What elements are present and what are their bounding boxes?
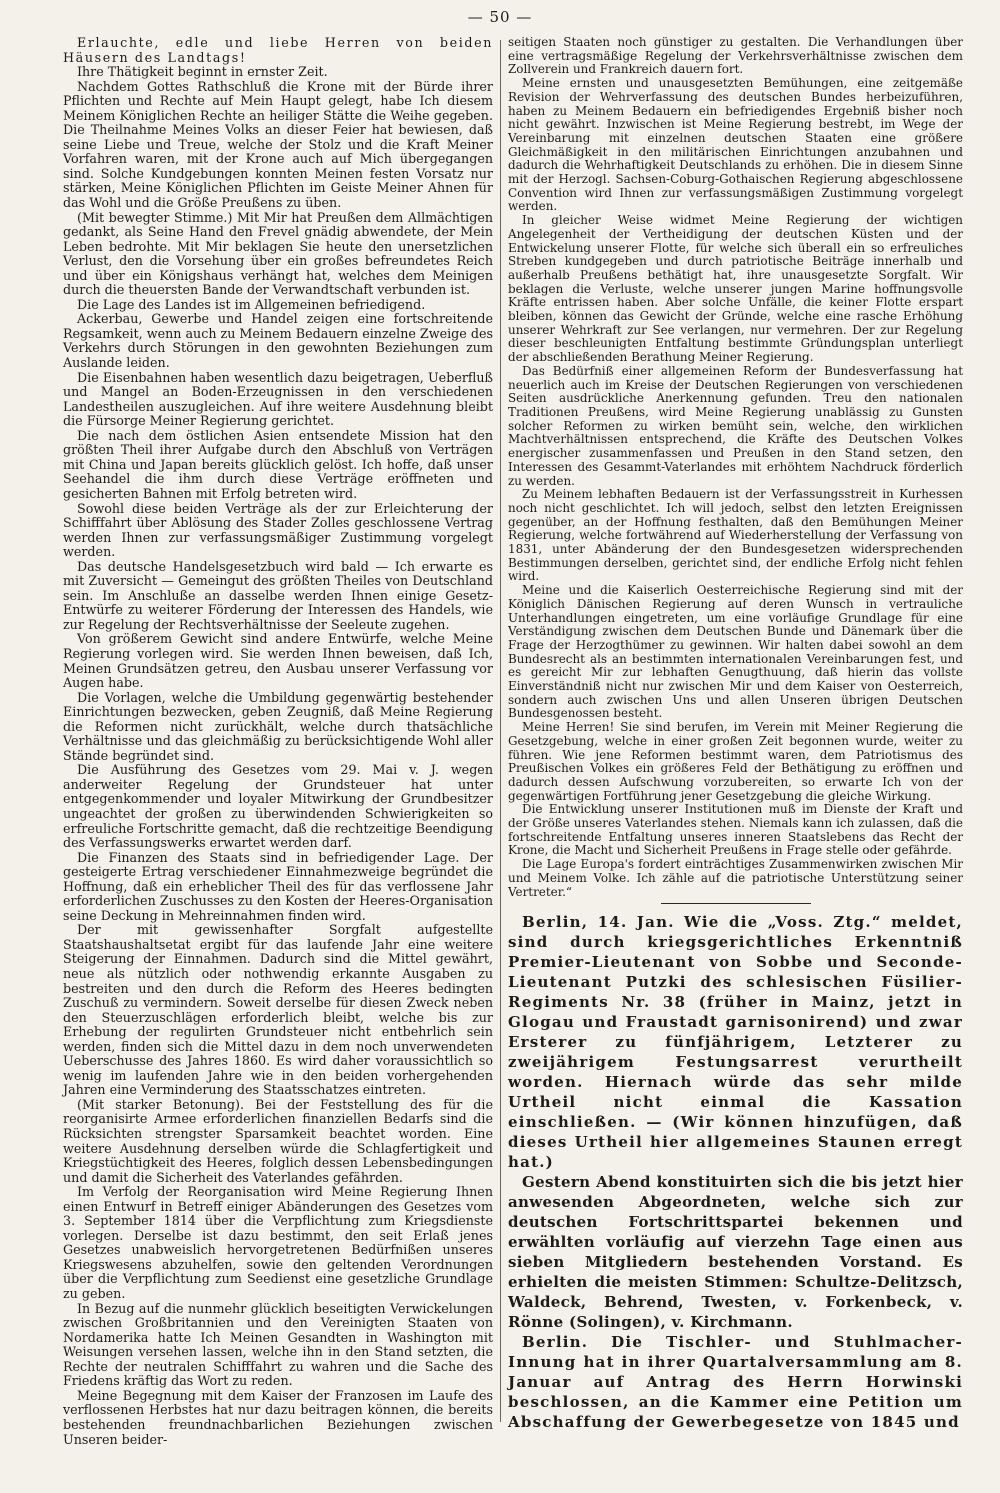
paragraph: Die Eisenbahnen haben wesentlich dazu beigetragen, Ueberfluß und Mangel an Boden-Erzeugnissen in den verschiedenen Landestheilen auszugleichen. Auf ihre weitere Ausdehnung bleibt die Fürsorge Meiner Regierung gerichtet. (63, 369, 493, 429)
paragraph: Von größerem Gewicht sind andere Entwürfe, welche Meine Regierung vorlegen wird. Sie werden Ihnen beweisen, daß Ich, Meinen Grundsätzen getreu, den Ausbau unserer Verfassung vor Augen habe. (63, 631, 493, 691)
paragraph: Die Finanzen des Staats sind in befriedigender Lage. Der gesteigerte Ertrag verschiedener Einnahmezweige begründet die Hoffnung, daß ein erheblicher Theil des für das verflossene Jahr erforderlichen Zuschusses zu den Kosten der Heeres-Organisation seine Deckung in Mehreinnahmen finden wird. (63, 849, 493, 923)
paragraph: Die Lage des Landes ist im Allgemeinen befriedigend. (77, 296, 426, 312)
page-number: — 50 — (467, 8, 533, 26)
paragraph: (Mit starker Betonung). Bei der Feststellung des für die reorganisirte Armee erforderlichen finanziellen Bedarfs sind die Rücksichten strengster Sparsamkeit beachtet worden. Eine weitere Ausdehnung derselben würde die Schlagfertigkeit und Kriegstüchtigkeit des Heeres, folglich dessen Lebensbedingungen und damit die Sicherheit des Vaterlandes gefährden. (63, 1096, 493, 1185)
paragraph: Zu Meinem lebhaften Bedauern ist der Verfassungsstreit in Kurhessen noch nicht geschlichtet. Ich will jedoch, selbst den letzten Ereignissen gegenüber, an der Hoffnung festhalten, daß den Bemühungen Meiner Regierung, welche fortwährend auf Wiederherstellung der Verfassung von 1831, unter Abänderung der den Bundesgesetzen widersprechenden Bestimmungen derselben, gerichtet sind, der endliche Erfolg nicht fehlen wird. (508, 487, 963, 584)
news-item: Gestern Abend konstituirten sich die bis jetzt hier anwesenden Abgeordneten, welche sich zur deutschen Fortschrittspartei bekennen und erwählten vorläufig auf vierzehn Tage einen aus sieben Mitgliedern bestehenden Vorstand. Es erhielten die meisten Stimmen: Schultze-Delitzsch, Waldeck, Behrend, Twesten, v. Forkenbeck, v. Rönne (Solingen), v. Kirchmann. (508, 1173, 963, 1332)
paragraph: Ihre Thätigkeit beginnt in ernster Zeit. (77, 64, 328, 80)
news-item: Berlin, 14. Jan. Wie die „Voss. Ztg.“ meldet, sind durch kriegsgerichtliches Erkenntniß Premier-Lieutenant von Sobbe und Seconde-Lieutenant Putzki des schlesischen Füsilier-Regiments Nr. 38 (früher in Mainz, jetzt in Glogau und Fraustadt garnisonirend) und zwar Ersterer zu fünfjährigem, Letzterer zu zweijährigem Festungsarrest verurtheilt worden. Hiernach würde das sehr milde Urtheil nicht einmal die Kassation einschließen. — (Wir können hinzufügen, daß dieses Urtheil hier allgemeines Staunen erregt hat.) (508, 913, 963, 1172)
paragraph: In gleicher Weise widmet Meine Regierung der wichtigen Angelegenheit der Vertheidigung der deutschen Küsten und der Entwickelung unserer Flotte, für welche sich überall ein so erfreuliches Streben kundgegeben und durch patriotische Beiträge innerhalb und außerhalb Preußens bethätigt hat, ihre unausgesetzte Sorgfalt. Wir beklagen die Verluste, welche unserer jungen Marine hoffnungsvolle Kräfte entrissen haben. Aber solche Unfälle, die keiner Flotte erspart bleiben, können das Gewicht der Gründe, welche eine rasche Erhöhung unserer Wehrkraft zur See verlangen, nur vermehren. Der zur Regelung dieser beschleunigten Entfaltung bestimmte Gründungsplan unterliegt der abschließenden Berathung Meiner Regierung. (508, 213, 963, 365)
paragraph: seitigen Staaten noch günstiger zu gestalten. Die Verhandlungen über eine vertragsmäßige Regelung der Verkehrsverhältnisse zwischen dem Zollverein und Frankreich dauern fort. (508, 35, 963, 77)
paragraph: Die Lage Europa's fordert einträchtiges Zusammenwirken zwischen Mir und Meinem Volke. Ich zähle auf die patriotische Unterstützung seiner Vertreter.“ (508, 857, 963, 899)
paragraph: Ackerbau, Gewerbe und Handel zeigen eine fortschreitende Regsamkeit, wenn auch zu Meinem Bedauern einzelne Zweige des Verkehrs durch Störungen in den gewohnten Beziehungen zum Auslande leiden. (63, 311, 493, 371)
paragraph: Nachdem Gottes Rathschluß die Krone mit der Bürde ihrer Pflichten und Rechte auf Mein Haupt gelegt, habe Ich diesem Meinem Königlichen Rechte an heiliger Stätte die Weihe gegeben. Die Theilnahme Meines Volks an dieser Feier hat bewiesen, daß seine Liebe und Treue, welche der Stolz und die Kraft Meiner Vorfahren waren, mit der Krone auch auf Mich übergegangen sind. Solche Kundgebungen konnten Meinen festen Vorsatz nur stärken, Meine Königlichen Pflichten im Geiste Meiner Ahnen für das Wohl und die Größe Preußens zu üben. (63, 78, 493, 211)
paragraph: Die Ausführung des Gesetzes vom 29. Mai v. J. wegen anderweiter Regelung der Grundsteuer hat unter entgegenkommender und loyaler Mitwirkung der Grundbesitzer ungeachtet der großen zu überwindenden Schwierigkeiten so erfreuliche Fortschritte gemacht, daß die rechtzeitige Beendigung des Verfassungswerks erwartet werden darf. (63, 762, 493, 851)
paragraph: Meine ernsten und unausgesetzten Bemühungen, eine zeitgemäße Revision der Wehrverfassung des deutschen Bundes herbeizuführen, haben zu Meinem Bedauern ein befriedigendes Ergebniß bisher noch nicht gewährt. Inzwischen ist Meine Regierung bestrebt, im Wege der Vereinbarung mit einzelnen deutschen Staaten eine größere Gleichmäßigkeit in den militärischen Einrichtungen anzubahnen und dadurch die Wehrhaftigkeit Deutschlands zu erhöhen. Die in diesem Sinne mit der Herzogl. Sachsen-Coburg-Gothaischen Regierung abgeschlossene Convention wird Ihnen zur verfassungsmäßigen Zustimmung vorgelegt werden. (508, 76, 963, 214)
news-item: Berlin. Die Tischler- und Stuhlmacher-Innung hat in ihrer Quartalversammlung am 8. Januar auf Antrag des Herrn Horwinski beschlossen, an die Kammer eine Petition um Abschaffung der Gewerbegesetze von 1845 und (508, 1333, 963, 1432)
paragraph: Meine Herren! Sie sind berufen, im Verein mit Meiner Regierung die Gesetzgebung, welche in einer großen Zeit begonnen wurde, weiter zu führen. Wie jene Reformen bestimmt waren, dem Patriotismus des Preußischen Volkes ein größeres Feld der Bethätigung zu eröffnen und dadurch dessen Aufschwung vorzubereiten, so erwarte Ich von der gegenwärtigen Fortführung jener Gesetzgebung die gleiche Wirkung. (508, 720, 963, 803)
paragraph: Das Bedürfniß einer allgemeinen Reform der Bundesverfassung hat neuerlich auch im Kreise der Deutschen Regierungen von verschiedenen Seiten ausdrückliche Anerkennung gefunden. Treu den nationalen Traditionen Preußens, wird Meine Regierung unablässig zu Gunsten solcher Reformen zu wirken bemüht sein, welche, den wirklichen Machtverhältnissen entsprechend, die Kräfte des Deutschen Volkes energischer zusammenfassen und Preußen in den Stand setzen, den Interessen des Gesammt-Vaterlandes mit erhöhtem Nachdruck förderlich zu werden. (508, 363, 963, 488)
section-separator (661, 903, 811, 904)
paragraph: Die Entwicklung unserer Institutionen muß im Dienste der Kraft und der Größe unseres Vaterlandes stehen. Niemals kann ich zulassen, daß die fortschreitende Entfaltung unseres inneren Staatslebens das Recht der Krone, die Macht und Sicherheit Preußens in Frage stelle oder gefährde. (508, 802, 963, 858)
paragraph: In Bezug auf die nunmehr glücklich beseitigten Verwickelungen zwischen Großbritannien und den Vereinigten Staaten von Nordamerika hatte Ich Meinen Gesandten in Washington mit Weisungen versehen lassen, welche ihn in den Stand setzten, die Rechte der neutralen Schifffahrt zu wahren und die Sache des Friedens kräftig das Wort zu reden. (63, 1300, 493, 1389)
paragraph: (Mit bewegter Stimme.) Mit Mir hat Preußen dem Allmächtigen gedankt, als Seine Hand den Frevel gnädig abwendete, der Mein Leben bedrohte. Mit Mir beklagen Sie heute den unersetzlichen Verlust, den die Vorsehung über ein großes befreundetes Reich und über ein Königshaus verhängt hat, welches dem Meinigen durch die theuersten Bande der Verwandtschaft verbunden ist. (63, 209, 493, 298)
paragraph: Das deutsche Handelsgesetzbuch wird bald — Ich erwarte es mit Zuversicht — Gemeingut des größten Theiles von Deutschland sein. Im Anschluße an dasselbe werden Ihnen einige Gesetz-Entwürfe zu weiterer Förderung der Interessen des Handels, wie zur Regelung der Rechtsverhältnisse der Seeleute zugehen. (63, 558, 493, 632)
right-column (508, 36, 963, 1432)
paragraph: Die nach dem östlichen Asien entsendete Mission hat den größten Theil ihrer Aufgabe durch den Abschluß von Verträgen mit China und Japan bereits glücklich gelöst. Ich hoffe, daß unser Seehandel die ihm durch diese Verträge eröffneten und gesicherten Bahnen mit Erfolg betreten wird. (63, 427, 493, 501)
salutation: Erlauchte, edle und liebe Herren von beiden Häusern des Landtags! (63, 35, 493, 65)
left-column (63, 36, 493, 1447)
news-section (508, 912, 963, 1432)
paragraph: Der mit gewissenhafter Sorgfalt aufgestellte Staatshaushaltsetat ergibt für das laufende Jahr eine weitere Steigerung der Einnahmen. Dadurch sind die Mittel gewährt, neue als nützlich oder nothwendig erkannte Ausgaben zu bestreiten und den durch die Reform des Heeres bedingten Zuschuß zu vermindern. Soweit derselbe für diesen Zweck neben den Steuerzuschlägen erforderlich bleibt, welche bis zur Erhebung der regulirten Grundsteuer nicht entbehrlich sein werden, finden sich die Mittel dazu in dem noch unverwendeten Ueberschusse des Jahres 1860. Es wird daher voraussichtlich so wenig im laufenden Jahre wie in den beiden vorhergehenden Jahren eine Verminderung des Staatsschatzes eintreten. (63, 922, 493, 1098)
paragraph: Die Vorlagen, welche die Umbildung gegenwärtig bestehender Einrichtungen bezwecken, geben Zeugniß, daß Meine Regierung die Reformen nicht zurückhält, welche durch thatsächliche Verhältnisse und das gleichmäßig zu berücksichtigende Wohl aller Stände begründet sind. (63, 689, 493, 763)
paragraph: Sowohl diese beiden Verträge als der zur Erleichterung der Schifffahrt über Ablösung des Stader Zolles geschlossene Vertrag werden Ihnen zur verfassungsmäßiger Zustimmung vorgelegt werden. (63, 500, 493, 560)
paragraph: Im Verfolg der Reorganisation wird Meine Regierung Ihnen einen Entwurf in Betreff einiger Abänderungen des Gesetzes vom 3. September 1814 über die Verpflichtung zum Kriegsdienste vorlegen. Derselbe ist dazu bestimmt, den seit Erlaß jenes Gesetzes unabweislich hervorgetretenen Bedürfnißen unseres Kriegswesens abzuhelfen, sowie den geltenden Verordnungen über die Verpflichtung zum Seedienst eine gesetzliche Grundlage zu geben. (63, 1184, 493, 1302)
paragraph: Meine und die Kaiserlich Oesterreichische Regierung sind mit der Königlich Dänischen Regierung auf deren Wunsch in vertrauliche Unterhandlungen eingetreten, um eine vorläufige Grundlage für eine Verständigung zwischen dem Deutschen Bunde und Dänemark über die Frage der Herzogthümer zu gewinnen. Wir halten dabei sowohl an dem Bundesrecht als an bestimmten internationalen Vereinbarungen fest, und es gereicht Mir zur lebhaften Genugthuung, daß hierin das vollste Einverständniß nicht nur zwischen Mir und dem Kaiser von Oesterreich, sondern auch zwischen Uns und allen Unseren übrigen Deutschen Bundesgenossen besteht. (508, 583, 963, 721)
column-divider (500, 40, 501, 1422)
paragraph: Meine Begegnung mit dem Kaiser der Franzosen im Laufe des verflossenen Herbstes hat nur dazu beitragen können, die bereits bestehenden freundnachbarlichen Beziehungen zwischen Unseren beider- (63, 1387, 493, 1447)
